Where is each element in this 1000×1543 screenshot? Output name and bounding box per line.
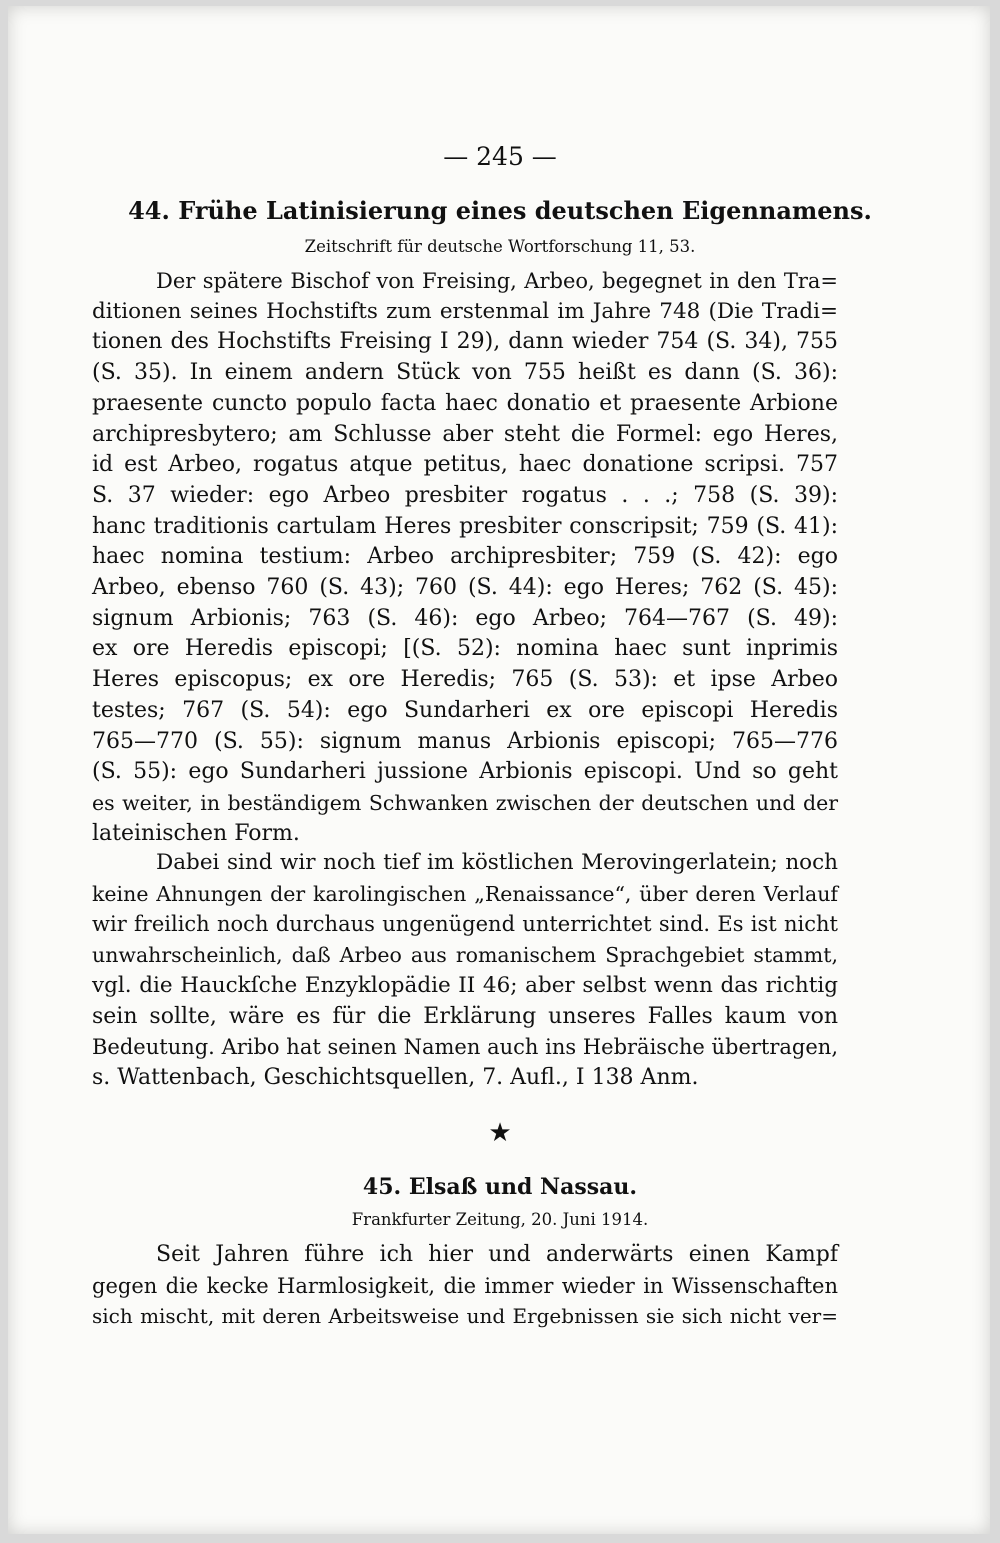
text-line: archipresbytero; am Schlusse aber steht die Formel: ego Heres, (92, 421, 838, 447)
text-line: (S. 35). In einem andern Stück von 755 heißt es dann (S. 36): (92, 360, 838, 386)
text-line: Der spätere Bischof von Freising, Arbeo, begegnet in den Tra= (156, 269, 838, 293)
text-line: Dabei sind wir noch tief im köstlichen Merovingerlatein; noch (156, 850, 838, 875)
text-line: haec nomina testium: Arbeo archipresbiter; 759 (S. 42): ego (92, 544, 838, 570)
text-line: tionen des Hochstifts Freising I 29), dann wieder 754 (S. 34), 755 (92, 329, 838, 355)
text-line: Bedeutung. Aribo hat seinen Namen auch ins Hebräische übertragen, (92, 1035, 838, 1060)
text-line: Arbeo, ebenso 760 (S. 43); 760 (S. 44): ego Heres; 762 (S. 45): (92, 575, 838, 601)
text-line: testes; 767 (S. 54): ego Sundarheri ex ore episcopi Heredis (92, 697, 838, 723)
text-line: 765—770 (S. 55): signum manus Arbionis episcopi; 765—776 (92, 728, 838, 754)
text-line: unwahrscheinlich, daß Arbeo aus romanischem Sprachgebiet stammt, (92, 943, 838, 968)
text-line: sich mischt, mit deren Arbeitsweise und Ergebnissen sie sich nicht ver= (92, 1304, 838, 1329)
section-44-title: 44. Frühe Latinisierung eines deutschen Eigennamens. (128, 196, 872, 225)
section-separator-star: ★ (488, 1118, 512, 1148)
text-line: Seit Jahren führe ich hier und anderwärts einen Kampf (156, 1242, 838, 1267)
text-line: Heres episcopus; ex ore Heredis; 765 (S. 53): et ipse Arbeo (92, 667, 838, 693)
text-line: vgl. die Hauckſche Enzyklopädie II 46; aber selbst wenn das richtig (92, 972, 838, 998)
text-line: lateinischen Form. (92, 820, 300, 846)
text-line: hanc traditionis cartulam Heres presbiter conscripsit; 759 (S. 41): (92, 513, 838, 539)
text-line: sein sollte, wäre es für die Erklärung unseres Falles kaum von (92, 1003, 838, 1029)
text-line: es weiter, in beständigem Schwanken zwischen der deutschen und der (92, 790, 838, 815)
text-line: id est Arbeo, rogatus atque petitus, haec donatione scripsi. 757 (92, 452, 838, 478)
section-44-paragraph-1 (92, 266, 838, 849)
text-line: wir freilich noch durchaus ungenügend unterrichtet sind. Es ist nicht (92, 912, 838, 937)
section-44-source: Zeitschrift für deutsche Wortforschung 11, 53. (304, 237, 696, 256)
section-45-paragraph (92, 1240, 838, 1332)
text-line: (S. 55): ego Sundarheri jussione Arbionis episcopi. Und so geht (92, 759, 838, 785)
text-line: gegen die kecke Harmlosigkeit, die immer wieder in Wissenschaften (92, 1273, 838, 1298)
text-line: ditionen seines Hochstifts zum erstenmal im Jahre 748 (Die Tradi= (92, 298, 838, 324)
section-45-title: 45. Elsaß und Nassau. (362, 1174, 638, 1200)
text-line: praesente cuncto populo facta haec donatio et praesente Arbione (92, 390, 838, 416)
section-44-paragraph-2 (92, 848, 838, 1094)
text-line: S. 37 wieder: ego Arbeo presbiter rogatus . . .; 758 (S. 39): (92, 482, 838, 508)
text-line: signum Arbionis; 763 (S. 46): ego Arbeo; 764—767 (S. 49): (92, 605, 838, 631)
text-line: keine Ahnungen der karolingischen „Renaissance“, über deren Verlauf (92, 881, 838, 906)
text-line: ex ore Heredis episcopi; [(S. 52): nomina haec sunt inprimis (92, 636, 838, 662)
section-45-source: Frankfurter Zeitung, 20. Juni 1914. (351, 1210, 649, 1229)
page-number: — 245 — (443, 142, 557, 171)
text-line: s. Wattenbach, Geschichtsquellen, 7. Aufl., I 138 Anm. (92, 1064, 699, 1090)
